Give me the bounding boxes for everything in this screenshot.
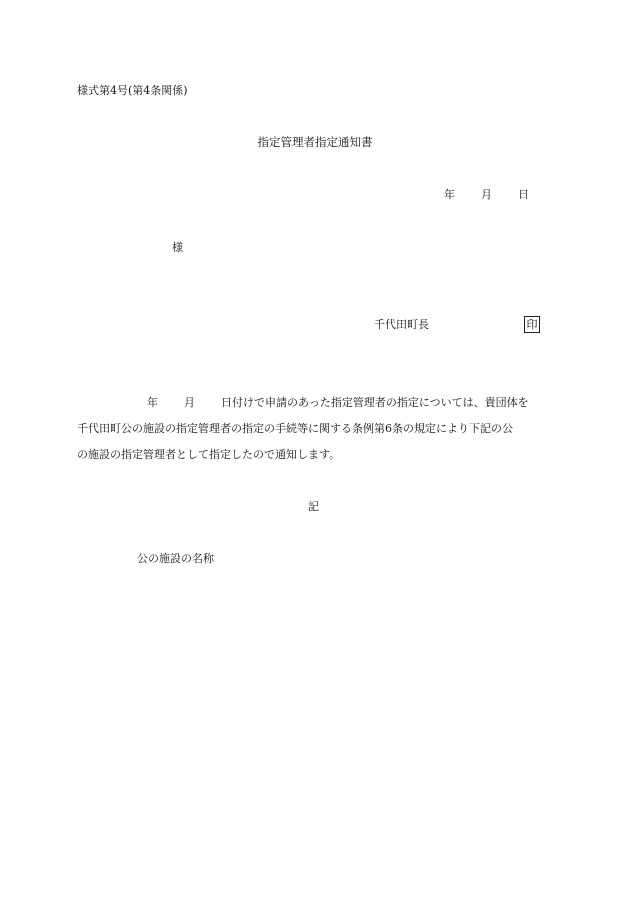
document-title: 指定管理者指定通知書 [257, 135, 373, 149]
form-number-label: 様式第4号(第4条関係) [77, 84, 188, 97]
date-day-label: 日 [518, 188, 529, 201]
section-heading-ki: 記 [308, 500, 319, 513]
body-line-1 [77, 396, 529, 410]
seal-stamp: 印 [524, 316, 540, 333]
body-line-2: 千代田町公の施設の指定管理者の指定の手続等に関する条例第6条の規定により下記の公 [77, 422, 513, 435]
body-month-label: 月 [184, 396, 195, 409]
date-month-label: 月 [481, 188, 492, 201]
date-year-label: 年 [444, 188, 455, 201]
recipient-suffix: 様 [172, 241, 183, 254]
body-year-label: 年 [147, 396, 158, 409]
notice-date [444, 188, 529, 202]
facility-name-label: 公の施設の名称 [137, 552, 214, 565]
body-line-3: の施設の指定管理者として指定したので通知します。 [77, 448, 341, 461]
body-line-1-text: 日付けで申請のあった指定管理者の指定については、貴団体を [221, 396, 529, 409]
issuer-name: 千代田町長 [374, 318, 429, 331]
